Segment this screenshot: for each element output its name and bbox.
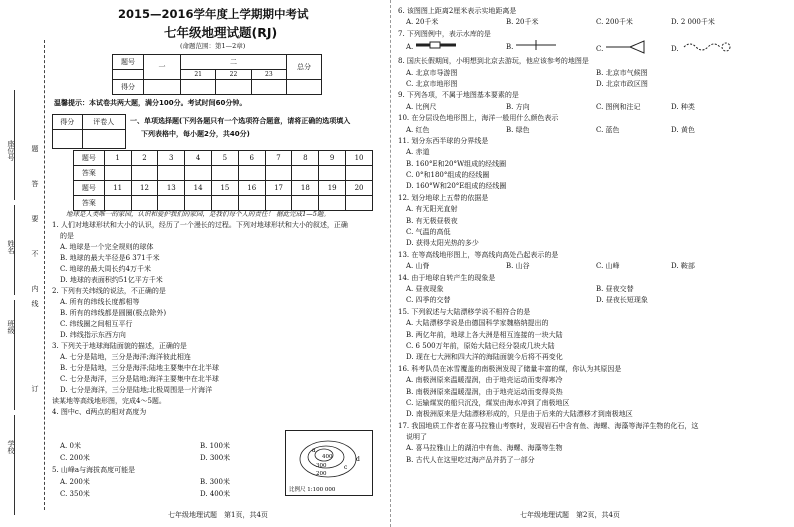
question-line: D. 地球的表面积约51亿平方千米 — [60, 276, 163, 284]
question-line: B. 古代人在这里吃过海产品并扔了一部分 — [406, 455, 535, 464]
q6-option: D. 2 000千米 — [671, 18, 715, 27]
option-item: A. 红色 — [406, 125, 430, 134]
gutter-char-4: 不 — [31, 250, 39, 257]
question-line: 11. 划分东西半球的分界线是 — [398, 136, 489, 145]
score-sub-22: 22 — [216, 70, 251, 80]
qnum-row2-cell: 11 — [104, 181, 131, 196]
question-line: D. 南极洲原来是大陆漂移形成的，只是由于后来的大陆漂移才到南极地区 — [406, 410, 633, 419]
q6-option: B. 20千米 — [506, 18, 539, 27]
answer-row1-cell[interactable] — [185, 166, 212, 181]
qnum-row1-label: 题号 — [74, 151, 105, 166]
option-row — [398, 79, 698, 90]
question-line: 8. 国庆长假期间，小明想到北京去游玩，他应该参考的地图是 — [398, 57, 589, 66]
option-row — [398, 261, 698, 272]
map-label-300: 300 — [316, 463, 327, 469]
gutter-char-7: 题 — [31, 145, 39, 152]
question-line: 2. 下列有关纬线的说法，不正确的是 — [52, 287, 166, 295]
q7-option — [506, 40, 556, 54]
score-table — [112, 54, 322, 95]
right-questions — [398, 6, 715, 466]
question-line: A. 所有的纬线长度都相等 — [60, 298, 140, 306]
option-item: D. 昼夜长短现象 — [596, 296, 648, 305]
qnum-row1-cell: 5 — [212, 151, 239, 166]
answer-row1-label: 答案 — [74, 166, 105, 181]
question-line: B. 南极洲原来温暖湿润，由于地壳运动而变得炎热 — [406, 387, 563, 396]
option-item: B. 方向 — [506, 102, 530, 111]
question-line: C. 地球的最大周长约4万千米 — [60, 265, 152, 273]
qnum-row1-cell: 8 — [292, 151, 319, 166]
exam-title: 2015—2016学年度上学期期中考试 — [118, 7, 309, 21]
score-empty — [113, 70, 144, 80]
score-cell[interactable] — [181, 80, 216, 95]
gutter-blank-school[interactable] — [14, 415, 15, 515]
intro-text: 地球是人类唯一的家园，认识和爱护我们的家园，是我们每个人的责任！ 据此完成1—5题。 — [66, 210, 330, 218]
question-line: B. 七分是陆地，三分是海洋;陆地主要集中在北半球 — [60, 364, 219, 372]
qnum-row2-cell: 16 — [238, 181, 265, 196]
qnum-row1-cell: 2 — [131, 151, 158, 166]
gutter-char-6: 答 — [31, 180, 39, 187]
gutter-char-5: 要 — [31, 215, 39, 222]
question-line: C. 气温的高低 — [406, 228, 451, 237]
option-item: B. 山谷 — [506, 262, 530, 271]
question-line: 4. 图中c、d两点的相对高度为 — [52, 408, 147, 416]
section1-heading: 一、单项选择题(下列各题只有一个选项符合题意，请将正确的选项填入 — [130, 117, 351, 125]
option-item: D. 鞍部 — [671, 262, 695, 271]
question-line: C. 0°和180°组成的经线圈 — [406, 171, 490, 180]
qnum-row1-cell: 4 — [185, 151, 212, 166]
question-line: A. 南极洲原来温暖湿润，由于地壳运动而变得寒冷 — [406, 376, 563, 385]
question-line: 17. 我国地质工作者在喜马拉雅山考察时，发现岩石中含有鱼、海螺、海藻等海洋生物的化石，这 — [398, 421, 699, 430]
question-line: B. 有无极昼极夜 — [406, 216, 458, 225]
option-item: C. 山峰 — [596, 262, 620, 271]
q6-option: A. 20千米 — [406, 18, 439, 27]
question-line: 3. 下列关于地球海陆面貌的描述，正确的是 — [52, 342, 187, 350]
question-line: 15. 下列叙述与大陆漂移学说不相符合的是 — [398, 307, 531, 316]
exam-subtitle: 七年级地理试题(RJ) — [164, 25, 278, 40]
answer-row1-cell[interactable] — [212, 166, 239, 181]
option-item: B. 北京市气候图 — [596, 68, 648, 77]
question-line: C. 6 500万年前，原始大陆已经分裂成几块大陆 — [406, 341, 555, 350]
option-item: C. 四季的交替 — [406, 296, 451, 305]
gutter-char-3: 内 — [31, 285, 39, 292]
question-line: A. 地球是一个完全规则的球体 — [60, 243, 154, 251]
gutter-char-2: 线 — [31, 300, 39, 307]
q4-option-a: A. 0米 — [60, 442, 81, 450]
option-item: A. 北京市导游图 — [406, 68, 458, 77]
question-line: D. 纬线指示东西方向 — [60, 331, 126, 339]
answer-row1-cell[interactable] — [319, 166, 346, 181]
question-line: 7. 下列图例中，表示水库的是 — [398, 29, 491, 38]
question-line: B. 地球的最大半径是6 371千米 — [60, 254, 160, 262]
answer-row1-cell[interactable] — [346, 166, 373, 181]
option-row — [398, 295, 698, 306]
qnum-row1-cell: 10 — [346, 151, 373, 166]
question-line: C. 纬线圈之间相互平行 — [60, 320, 133, 328]
option-item: C. 图例和注记 — [596, 102, 641, 111]
question-line: C. 七分是海洋，三分是陆地;海洋主要集中在北半球 — [60, 375, 219, 383]
option-item: B. 昼夜交替 — [596, 284, 634, 293]
q7-option — [406, 40, 456, 54]
question-line: 的是 — [60, 232, 74, 240]
qnum-row1-cell: 7 — [265, 151, 292, 166]
answer-row1-cell[interactable] — [158, 166, 185, 181]
answer-row1-cell[interactable] — [265, 166, 292, 181]
option-item: D. 北京市政区图 — [596, 79, 648, 88]
answer-row1-cell[interactable] — [104, 166, 131, 181]
question-line: 10. 在分层设色地形图上，海洋一般用什么颜色表示 — [398, 114, 559, 123]
gutter-blank-exam-no[interactable] — [14, 90, 15, 200]
question-line: 1. 人们对地球形状和大小的认识，经历了一个漫长的过程。下列对地球形状和大小的叙述，正确 — [52, 221, 348, 229]
question-line: 说明了 — [406, 433, 427, 442]
q5-option-a: A. 200米 — [60, 478, 90, 486]
qnum-row2-cell: 18 — [292, 181, 319, 196]
map-label-400: 400 — [322, 454, 333, 460]
q4-option-b: B. 100米 — [200, 442, 230, 450]
railway-legend-icon — [416, 40, 456, 54]
option-row — [398, 102, 698, 113]
map-scale: 比例尺 1:100 000 — [289, 487, 336, 493]
option-item: D. 黄色 — [671, 125, 695, 134]
qnum-row1-cell: 6 — [238, 151, 265, 166]
qnum-row1-cell: 9 — [319, 151, 346, 166]
gutter-exam-no-label: 座位号 — [7, 140, 15, 161]
contour-map-figure — [286, 431, 372, 495]
gutter-char-1: 订 — [31, 385, 39, 392]
option-item: C. 蓝色 — [596, 125, 620, 134]
qnum-row2-cell: 17 — [265, 181, 292, 196]
question-line: A. 七分是陆地，三分是海洋;海洋彼此相连 — [60, 353, 191, 361]
score-header-part1: 一 — [144, 55, 181, 80]
answer-row1-cell[interactable] — [131, 166, 158, 181]
gutter-name-label: 姓名 — [7, 240, 15, 254]
grader-score-label: 得分 — [53, 115, 83, 130]
option-item: B. 绿色 — [506, 125, 530, 134]
grader-box — [52, 114, 126, 149]
q5-option-d: D. 400米 — [200, 490, 231, 498]
q7-option-label: A. — [406, 43, 414, 52]
road-legend-icon — [516, 40, 556, 54]
option-item: A. 山脊 — [406, 262, 430, 271]
question-line: A. 赤道 — [406, 148, 430, 157]
exam-scope: (命题范围：第1—2章) — [180, 42, 246, 50]
gutter-blank-class[interactable] — [14, 300, 15, 410]
grader-score-cell[interactable] — [53, 130, 83, 149]
question-line: 6. 该图图上距离2厘米表示实地距离是 — [398, 7, 517, 15]
qnum-row2-cell: 15 — [212, 181, 239, 196]
score-cell[interactable] — [287, 80, 322, 95]
question-line: D. 现在七大洲和四大洋的海陆面貌今后将不再变化 — [406, 353, 563, 362]
gutter-class-label: 班级 — [7, 320, 15, 334]
q4-option-d: D. 300米 — [200, 454, 231, 462]
question-line: 12. 划分地球上五带的依据是 — [398, 193, 489, 202]
question-line: 13. 在等高线地形图上，等高线向高处凸起表示的是 — [398, 250, 559, 259]
qnum-row1-cell: 3 — [158, 151, 185, 166]
score-cell[interactable] — [144, 80, 181, 95]
section1-heading-cont: 下列表格中，每小题2分，共40分) — [141, 130, 250, 138]
map-label-a: a — [312, 447, 316, 454]
question-line: C. 运输煤炭的船只沉没，煤炭由海水冲到了南极地区 — [406, 398, 570, 407]
question-line: D. 七分是海洋，三分是陆地;北极周围是一片海洋 — [60, 386, 213, 394]
score-cell[interactable] — [216, 80, 251, 95]
question-line: B. 所有的纬线都是圆圈(极点除外) — [60, 309, 167, 317]
answer-row1-cell[interactable] — [238, 166, 265, 181]
qnum-row2-label: 题号 — [74, 181, 105, 196]
score-row-label: 得分 — [113, 80, 144, 95]
question-line: B. 160°E和20°W组成的经线圈 — [406, 159, 507, 168]
q7-option-label: B. — [506, 43, 514, 52]
question-line: B. 两亿年前，地球上各大洲是相互连接的一块大陆 — [406, 330, 563, 339]
qnum-row2-cell: 20 — [346, 181, 373, 196]
question-line: 16. 科考队员在冰雪覆盖的南极洲发现了储量丰富的煤，你认为其原因是 — [398, 364, 622, 373]
question-line: 14. 由于地球自转产生的现象是 — [398, 273, 496, 282]
question-line: D. 获得太阳光热的多少 — [406, 239, 479, 248]
option-row — [398, 284, 698, 295]
answer-row2-cell[interactable] — [346, 196, 373, 211]
q6-options — [398, 17, 715, 28]
score-header-label: 题号 — [113, 55, 144, 70]
qnum-row2-cell: 14 — [185, 181, 212, 196]
gutter-school-label: 学校 — [7, 440, 15, 454]
grader-name-label: 评卷人 — [82, 115, 125, 130]
left-questions — [52, 220, 348, 418]
gutter-blank-name[interactable] — [14, 205, 15, 295]
map-label-d: d — [356, 456, 360, 463]
question-line: A. 有无阳光直射 — [406, 205, 458, 214]
binding-line — [44, 40, 45, 510]
score-sub-21: 21 — [181, 70, 216, 80]
question-line: A. 大陆漂移学说是由德国科学家魏格纳提出的 — [406, 319, 549, 328]
contour-map — [285, 430, 373, 496]
option-item: A. 比例尺 — [406, 102, 437, 111]
score-sub-23: 23 — [251, 70, 286, 80]
map-label-c: c — [344, 464, 348, 471]
grader-name-cell[interactable] — [82, 130, 125, 149]
answer-table — [73, 150, 373, 211]
page-divider — [390, 0, 391, 527]
qnum-row2-cell: 12 — [131, 181, 158, 196]
question-line: A. 喜马拉雅山上的湖泊中有鱼、海螺、海藻等生物 — [406, 444, 563, 453]
score-cell[interactable] — [251, 80, 286, 95]
qnum-row1-cell: 1 — [104, 151, 131, 166]
qnum-row2-cell: 13 — [158, 181, 185, 196]
notice-text: 温馨提示：本试卷共两大题，满分100分。考试时间60分钟。 — [54, 99, 247, 107]
footer-left: 七年级地理试题 第1页，共4页 — [168, 511, 268, 519]
q5-option-b: B. 300米 — [200, 478, 230, 486]
q4-option-c: C. 200米 — [60, 454, 90, 462]
option-item: A. 昼夜现象 — [406, 284, 444, 293]
option-item: D. 种类 — [671, 102, 695, 111]
q5-option-c: C. 350米 — [60, 490, 90, 498]
question-line: D. 160°W和20°E组成的经线圈 — [406, 182, 507, 191]
qnum-row2-cell: 19 — [319, 181, 346, 196]
q7-option-label: D. — [671, 45, 679, 54]
question-line: 读某地等高线地形图，完成4～5题。 — [52, 397, 166, 405]
option-item: C. 北京市地形图 — [406, 79, 458, 88]
q7-options — [398, 34, 698, 56]
q7-option-label: C. — [596, 45, 604, 54]
map-label-200: 200 — [316, 471, 327, 477]
answer-row1-cell[interactable] — [292, 166, 319, 181]
q6-option: C. 200千米 — [596, 18, 633, 27]
score-header-part2: 二 — [181, 55, 287, 70]
option-row — [398, 125, 698, 136]
question-line: 9. 下列各项，不属于地图基本要素的是 — [398, 91, 519, 100]
option-row — [398, 68, 698, 79]
footer-right: 七年级地理试题 第2页，共4页 — [520, 511, 620, 519]
q5-stem: 5. 山峰a与海拔高度可能是 — [52, 466, 136, 474]
answer-row2-label: 答案 — [74, 196, 105, 211]
score-header-total: 总分 — [287, 55, 322, 80]
